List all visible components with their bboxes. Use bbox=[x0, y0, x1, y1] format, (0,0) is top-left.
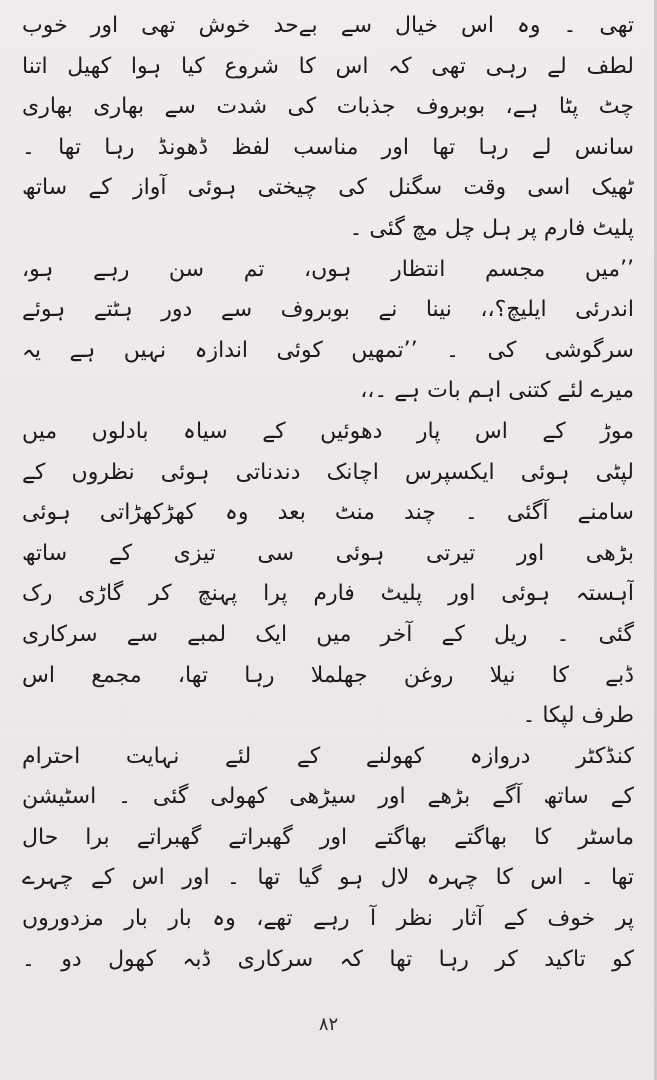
text-line-10: میرے لئے کتنی اہم بات ہے ۔،، bbox=[360, 378, 634, 404]
text-line-1: تھی ۔ وہ اس خیال سے بےحد خوش تھی اور خوب bbox=[22, 13, 634, 38]
text-line-11: موڑ کے اس پار دھوئیں کے سیاہ بادلوں میں bbox=[22, 418, 634, 444]
text-line-14: بڑھی اور تیرتی ہوئی سی تیزی کے ساتھ bbox=[22, 540, 634, 566]
text-line-20: کے ساتھ آگے بڑھے اور سیڑھی کھولی گئی ۔ اسٹیشن bbox=[22, 784, 634, 810]
text-line-4: سانس لے رہا تھا اور مناسب لفظ ڈھونڈ رہا تھا ۔ bbox=[22, 134, 634, 160]
text-line-21: ماسٹر کا بھاگتے بھاگتے اور گھبراتے گھبراتے برا حال bbox=[22, 824, 634, 850]
text-line-24: کو تاکید کر رہا تھا کہ سرکاری ڈبہ کھول دو ۔ bbox=[22, 946, 634, 972]
text-line-2: لطف لے رہی تھی کہ اس کا شروع کیا ہوا کھیل اتنا bbox=[22, 53, 634, 79]
text-line-7: ’’میں مجسم انتظار ہوں، تم سن رہے ہو، bbox=[22, 256, 634, 282]
page-number: ۸۲ bbox=[318, 1014, 339, 1035]
text-line-3: چٹ پٹا ہے، بوبروف جذبات کی شدت سے بھاری بھاری bbox=[22, 94, 634, 120]
text-line-6: پلیٹ فارم پر ہل چل مچ گئی ۔ bbox=[349, 215, 634, 241]
text-line-5: ٹھیک اسی وقت سگنل کی چیختی ہوئی آواز کے ساتھ bbox=[22, 175, 634, 201]
text-line-23: پر خوف کے آثار نظر آ رہے تھے، وہ بار بار مزدوروں bbox=[22, 906, 634, 932]
text-line-15: آہستہ ہوئی اور پلیٹ فارم پرا پہنچ کر گاڑی رک bbox=[22, 581, 634, 607]
text-line-17: ڈبے کا نیلا روغن جھلملا رہا تھا، مجمع اس bbox=[22, 662, 634, 688]
text-line-12: لپٹی ہوئی ایکسپرس اچانک دندناتی ہوئی نظروں کے bbox=[22, 459, 634, 485]
text-line-19: کنڈکٹر دروازہ کھولنے کے لئے نہایت احترام bbox=[22, 743, 634, 769]
body-text bbox=[22, 6, 634, 980]
text-line-8: اندرئی ایلیچ؟،، نینا نے بوبروف سے دور ہٹتے ہوئے bbox=[22, 297, 634, 323]
text-line-18: طرف لپکا ۔ bbox=[522, 703, 634, 729]
text-line-9: سرگوشی کی ۔ ’’تمھیں کوئی اندازہ نہیں ہے یہ bbox=[22, 337, 634, 363]
text-line-16: گئی ۔ ریل کے آخر میں ایک لمبے سے سرکاری bbox=[22, 621, 634, 647]
text-line-22: تھا ۔ اس کا چہرہ لال ہو گیا تھا ۔ اور اس کے چہرے bbox=[22, 865, 634, 891]
text-line-13: سامنے آگئی ۔ چند منٹ بعد وہ کھڑکھڑاتی ہوئی bbox=[22, 500, 634, 526]
